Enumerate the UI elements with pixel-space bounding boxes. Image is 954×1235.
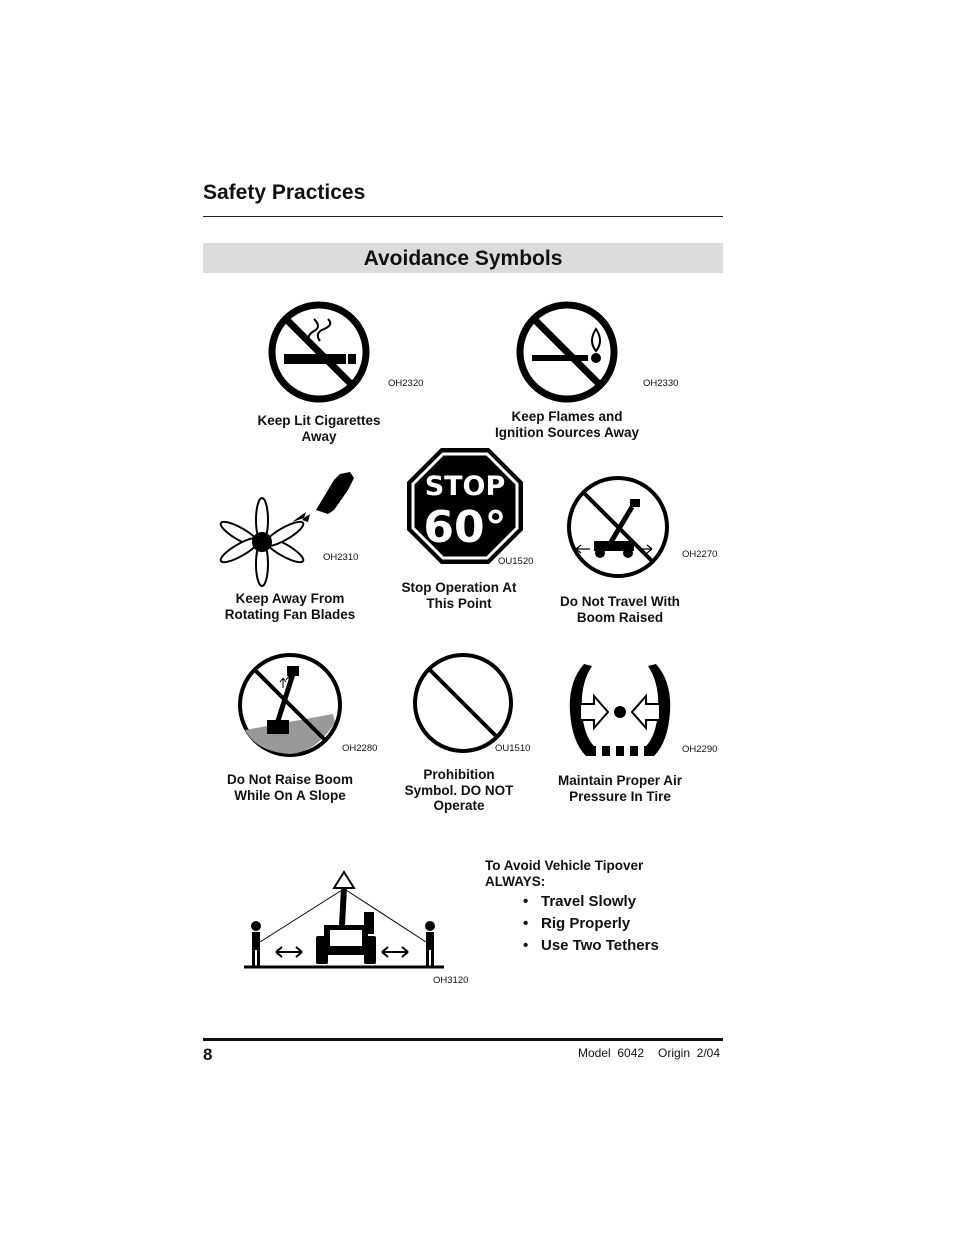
no-boom-on-slope-icon	[237, 652, 343, 758]
no-smoking-icon	[268, 301, 370, 403]
illustration-code: OH3120	[433, 975, 469, 986]
symbol-code: OU1520	[498, 556, 534, 567]
page-number: 8	[203, 1045, 213, 1064]
symbol-caption: Keep Flames and Ignition Sources Away	[494, 409, 640, 440]
symbol-caption: Stop Operation At This Point	[401, 580, 517, 611]
footer-origin: Origin 2/04	[658, 1046, 721, 1060]
symbol-caption: Keep Away From Rotating Fan Blades	[224, 591, 356, 622]
symbol-caption: Do Not Travel With Boom Raised	[560, 594, 680, 625]
tipover-list	[523, 891, 659, 957]
footer-model: Model 6042	[578, 1046, 645, 1060]
section-title: Safety Practices	[203, 181, 366, 204]
symbol-code: OH2270	[682, 549, 718, 560]
symbol-caption: Do Not Raise Boom While On A Slope	[226, 772, 353, 803]
stop-60-sign-icon	[406, 447, 524, 565]
no-flames-icon	[516, 301, 618, 403]
symbol-caption: Maintain Proper Air Pressure In Tire	[557, 773, 683, 804]
stop-sign-text: STOP	[424, 471, 506, 502]
symbol-code: OH2320	[388, 378, 424, 389]
symbol-code: OH2330	[643, 378, 679, 389]
list-item: • Rig Properly	[523, 913, 659, 935]
tipover-heading: To Avoid Vehicle Tipover ALWAYS:	[485, 858, 644, 889]
prohibition-icon	[412, 652, 514, 754]
symbol-code: OU1510	[495, 743, 531, 754]
no-travel-boom-raised-icon	[566, 475, 670, 579]
symbol-code: OH2290	[682, 744, 718, 755]
symbol-code: OH2280	[342, 743, 378, 754]
list-item: • Travel Slowly	[523, 891, 659, 913]
section-rule	[203, 216, 723, 217]
symbol-code: OH2310	[323, 552, 359, 563]
tire-pressure-icon	[568, 662, 672, 758]
avoidance-symbols-banner: Avoidance Symbols	[203, 243, 723, 273]
fan-blade-hand-icon	[222, 470, 362, 580]
symbol-caption: Prohibition Symbol. DO NOT Operate	[404, 767, 514, 813]
symbol-caption: Keep Lit Cigarettes Away	[257, 413, 381, 444]
list-item: • Use Two Tethers	[523, 935, 659, 957]
sign-angle-text: 60°	[423, 502, 507, 553]
footer-rule	[203, 1038, 723, 1041]
tethered-vehicle-icon	[244, 870, 444, 970]
